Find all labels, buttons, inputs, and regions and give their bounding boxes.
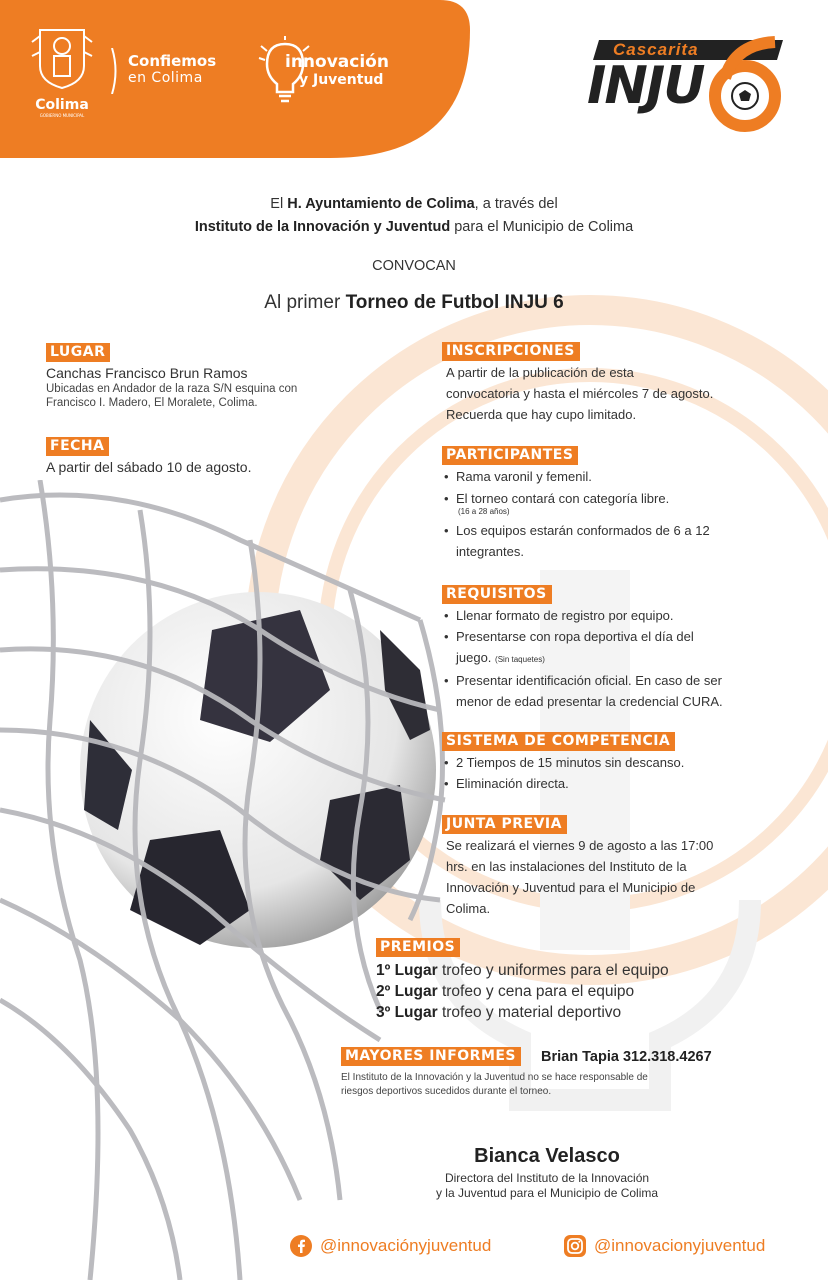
colima-label: Colima: [35, 97, 89, 113]
participantes-item: • El torneo contará con categoría libre.: [444, 491, 670, 506]
inscripciones-line2: convocatoria y hasta el miércoles 7 de agosto.: [446, 386, 714, 401]
requisitos-section: [442, 585, 812, 712]
participantes-item: • Rama varonil y femenil.: [444, 469, 592, 484]
premio-1: 1º Lugar trofeo y uniformes para el equipo: [376, 962, 669, 979]
confiemos-line2: en Colima: [128, 70, 203, 86]
inju-six-glyph: 6: [761, 90, 762, 91]
inscripciones-label: INSCRIPCIONES: [442, 342, 580, 361]
junta-label: JUNTA PREVIA: [442, 815, 567, 834]
intro-line1: El H. Ayuntamiento de Colima, a través del: [270, 196, 558, 212]
junta-line3: Innovación y Juventud para el Municipio de: [446, 880, 696, 895]
informes-section: [341, 1047, 811, 1099]
firma-title1: Directora del Instituto de la Innovación: [444, 1171, 650, 1185]
inscripciones-line1: A partir de la publicación de esta: [446, 365, 634, 380]
informes-disclaimer1: El Instituto de la Innovación y la Juventud no se hace responsable de: [341, 1072, 648, 1083]
colima-logo: [22, 22, 102, 118]
informes-label: MAYORES INFORMES: [341, 1047, 521, 1066]
colima-shield-icon: [22, 22, 102, 90]
junta-line2: hrs. en las instalaciones del Instituto de la: [446, 859, 687, 874]
intro: [0, 193, 828, 239]
premio-2: 2º Lugar trofeo y cena para el equipo: [376, 983, 635, 1000]
intro-line2: Instituto de la Innovación y Juventud para el Municipio de Colima: [194, 219, 634, 235]
informes-disclaimer2: riesgos deportivos sucedidos durante el torneo.: [341, 1086, 552, 1097]
instagram-link[interactable]: [564, 1235, 765, 1257]
requisitos-label: REQUISITOS: [442, 585, 552, 604]
sistema-section: [442, 732, 802, 794]
junta-line4: Colima.: [446, 901, 491, 916]
lugar-name: Canchas Francisco Brun Ramos: [46, 365, 248, 381]
facebook-link[interactable]: [290, 1235, 491, 1257]
convocan: CONVOCAN: [372, 258, 456, 274]
facebook-handle: @innovaciónyjuventud: [320, 1236, 492, 1255]
fecha-section: [46, 437, 406, 475]
requisitos-item: • Llenar formato de registro por equipo.: [444, 608, 674, 623]
inju-number: [785, 34, 786, 35]
firma-title2: y la Juventud para el Municipio de Colima: [435, 1186, 659, 1200]
firma-name: Bianca Velasco: [474, 1145, 620, 1167]
premios-section: [376, 938, 806, 1023]
colima-sublabel: GOBIERNO MUNICIPAL: [39, 113, 85, 118]
confiemos-line1: Confiemos: [128, 52, 217, 70]
requisitos-note: (Sin taquetes): [495, 655, 545, 664]
sistema-item: • 2 Tiempos de 15 minutos sin descanso.: [444, 755, 685, 770]
firma-section: [362, 1145, 732, 1201]
cascarita-text: Cascarita: [613, 40, 699, 59]
facebook-icon: [290, 1235, 312, 1257]
inscripciones-line3: Recuerda que hay cupo limitado.: [446, 407, 637, 422]
sistema-label: SISTEMA DE COMPETENCIA: [442, 732, 675, 751]
fecha-label: FECHA: [46, 437, 109, 456]
participantes-section: [442, 446, 802, 562]
innovacion-logo: [255, 36, 405, 106]
instagram-handle: @innovacionyjuventud: [594, 1236, 766, 1255]
lugar-detail2: Francisco I. Madero, El Moralete, Colima.: [46, 397, 258, 409]
inju-text: INJU: [587, 56, 704, 116]
header-divider: [110, 48, 120, 94]
junta-line1: Se realizará el viernes 9 de agosto a las 17:00: [446, 838, 714, 853]
instagram-icon: [564, 1235, 586, 1257]
fecha-text: A partir del sábado 10 de agosto.: [46, 459, 252, 475]
requisitos-item: • Presentarse con ropa deportiva el día del juego. (Sin taquetes): [444, 629, 694, 665]
premio-3: 3º Lugar trofeo y material deportivo: [376, 1004, 622, 1021]
participantes-item: • Los equipos estarán conformados de 6 a 12 integrantes.: [444, 523, 710, 559]
informes-contact: Brian Tapia 312.318.4267: [541, 1048, 712, 1065]
inju6-logo: [585, 34, 795, 134]
premios-label: PREMIOS: [376, 938, 460, 957]
confiemos-logo: [128, 52, 216, 86]
innovacion-line1: innovación: [285, 52, 389, 72]
junta-section: [442, 815, 802, 919]
sistema-item: • Eliminación directa.: [444, 776, 569, 791]
participantes-note: (16 a 28 años): [458, 507, 510, 516]
lugar-detail1: Ubicadas en Andador de la raza S/N esquina con: [46, 383, 298, 395]
requisitos-item: • Presentar identificación oficial. En caso de ser menor de edad presentar la credencial CURA.: [444, 673, 723, 709]
innovacion-line2: y Juventud: [299, 72, 384, 88]
torneo-title: Al primer Torneo de Futbol INJU 6: [264, 292, 564, 313]
lugar-section: [46, 343, 406, 409]
inscripciones-section: [442, 342, 802, 425]
participantes-label: PARTICIPANTES: [442, 446, 578, 465]
lugar-label: LUGAR: [46, 343, 110, 362]
